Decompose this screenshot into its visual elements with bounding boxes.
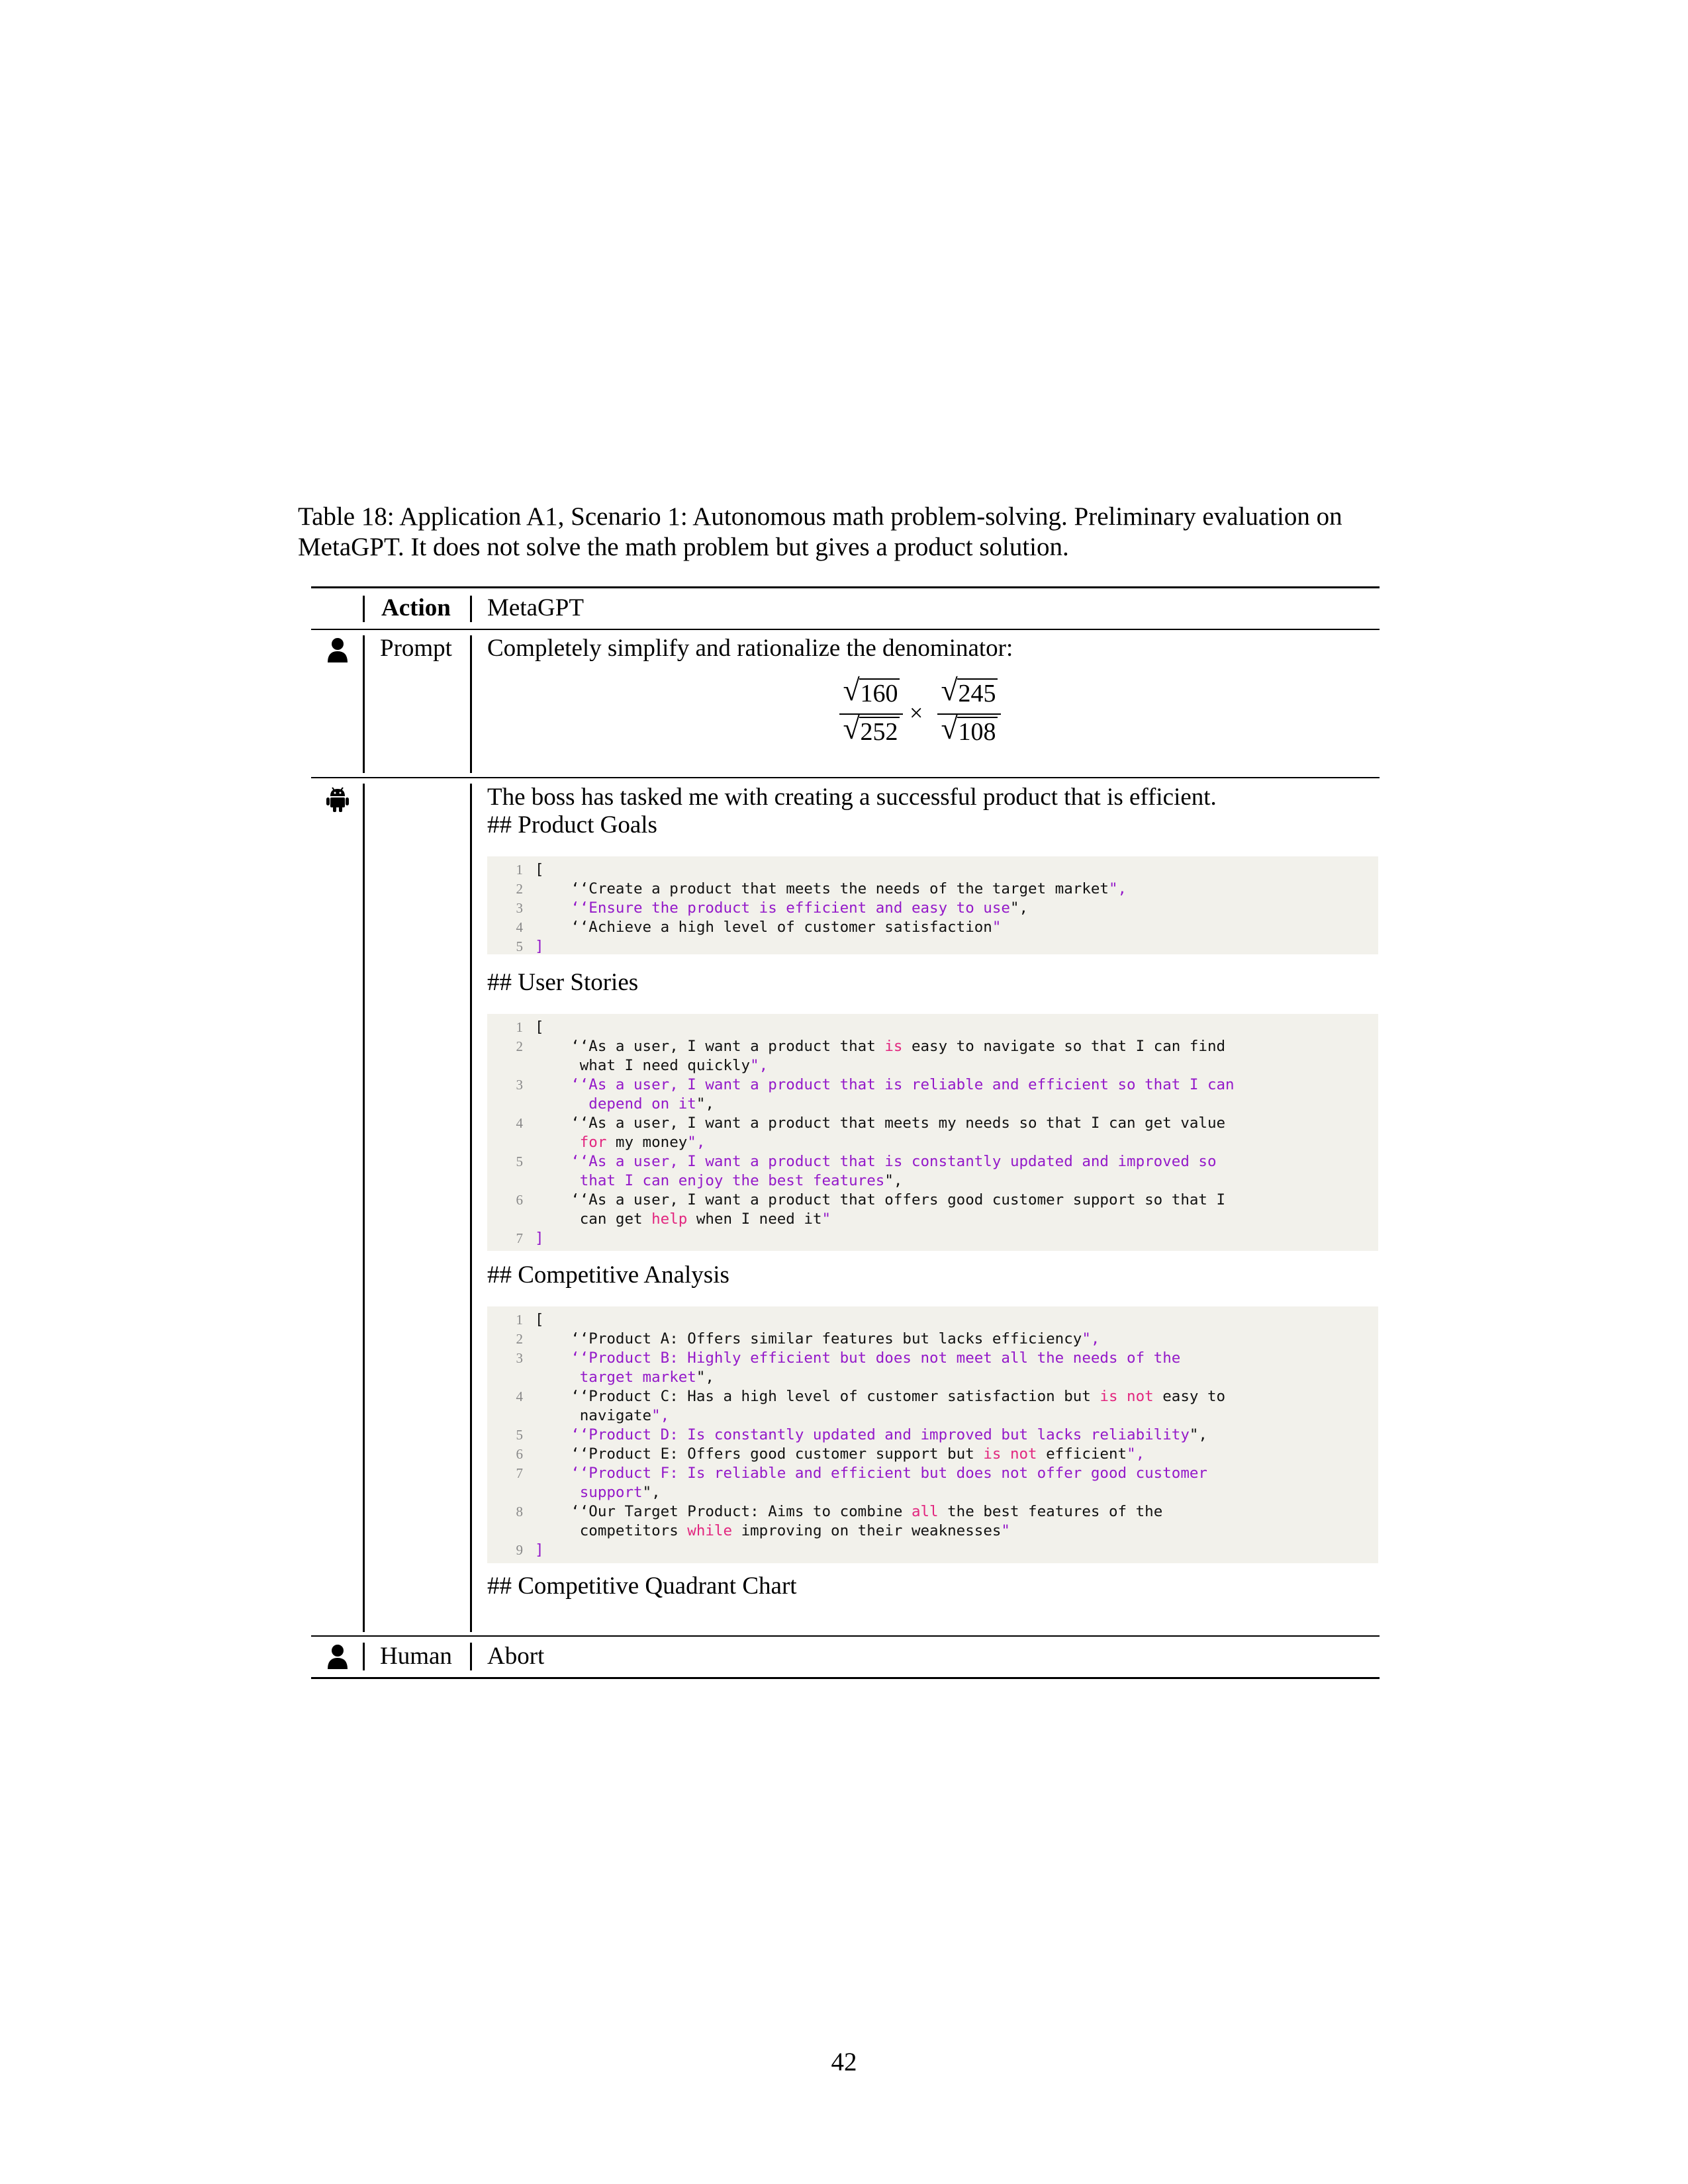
numerator-1: 160 xyxy=(860,680,898,707)
fraction-1: √ 160 √ 252 xyxy=(839,679,903,752)
code-token: ‘‘As a user, I want a product that meets my needs so that I can get value xyxy=(535,1115,1226,1132)
code-token: my money xyxy=(606,1134,688,1151)
human-text: Abort xyxy=(487,1643,545,1670)
code-token: ", xyxy=(750,1057,769,1074)
code-line xyxy=(487,880,1378,899)
line-number: 3 xyxy=(516,1350,523,1366)
code-token: what I need quickly xyxy=(535,1057,751,1074)
col-separator-2 xyxy=(470,596,472,622)
code-token: ‘‘Our Target Product: Aims to combine xyxy=(535,1503,912,1520)
code-text xyxy=(535,918,1372,937)
code-line xyxy=(487,1426,1378,1445)
code-text xyxy=(535,1133,1372,1152)
code-token: ", xyxy=(642,1484,661,1501)
line-number: 1 xyxy=(516,862,523,878)
prompt-bottom-rule xyxy=(311,777,1380,778)
code-token: the best features of the xyxy=(938,1503,1163,1520)
code-token: can get xyxy=(535,1210,652,1228)
line-number: 5 xyxy=(516,1154,523,1169)
code-token: is xyxy=(884,1038,903,1055)
code-line xyxy=(487,1387,1378,1406)
line-number: 2 xyxy=(516,881,523,897)
numerator-2: 245 xyxy=(958,680,996,707)
line-number: 6 xyxy=(516,1192,523,1208)
code-token: efficient xyxy=(1037,1445,1127,1463)
code-line xyxy=(487,1368,1378,1387)
code-line xyxy=(487,1541,1378,1560)
code-line xyxy=(487,1229,1378,1248)
line-number: 7 xyxy=(516,1230,523,1246)
code-line xyxy=(487,1445,1378,1464)
table-caption: Table 18: Application A1, Scenario 1: Autonomous math problem-solving. Preliminary evaluation on MetaGPT. It does not solve the math problem but gives a product solution. xyxy=(298,502,1342,561)
col-separator-2 xyxy=(470,635,472,773)
code-text xyxy=(535,1210,1372,1229)
col-separator-2 xyxy=(470,1643,472,1670)
code-token: ‘‘Create a product that meets the needs of the target market xyxy=(535,880,1109,897)
header-rule xyxy=(311,629,1380,630)
col-separator-1 xyxy=(363,784,365,1632)
line-number: 2 xyxy=(516,1331,523,1347)
col-separator-1 xyxy=(363,596,365,622)
code-text xyxy=(535,1502,1372,1522)
code-text xyxy=(535,1387,1372,1406)
code-token: ‘‘Product C: Has a high level of customer satisfaction but xyxy=(535,1388,1100,1405)
code-text xyxy=(535,1171,1372,1191)
code-line xyxy=(487,1522,1378,1541)
code-token: ", xyxy=(696,1095,714,1113)
col-separator-1 xyxy=(363,635,365,773)
code-line xyxy=(487,1464,1378,1483)
code-token: easy to xyxy=(1153,1388,1226,1405)
code-token: ", xyxy=(1108,880,1127,897)
code-text xyxy=(535,899,1372,918)
code-line xyxy=(487,1171,1378,1191)
code-token: support xyxy=(535,1484,643,1501)
line-number: 4 xyxy=(516,1388,523,1404)
code-text xyxy=(535,1229,1372,1248)
header-system: MetaGPT xyxy=(487,594,584,621)
code-text xyxy=(535,1368,1372,1387)
code-text xyxy=(535,1018,1372,1037)
col-separator-2 xyxy=(470,784,472,1632)
code-line xyxy=(487,1095,1378,1114)
code-token: competitors xyxy=(535,1522,688,1539)
code-token: is not xyxy=(1100,1388,1154,1405)
line-number: 8 xyxy=(516,1504,523,1520)
code-token: ", xyxy=(1189,1426,1207,1443)
code-text xyxy=(535,1541,1372,1560)
code-token: " xyxy=(992,919,1002,936)
code-line xyxy=(487,1483,1378,1502)
code-line xyxy=(487,1349,1378,1368)
code-line xyxy=(487,1133,1378,1152)
line-number: 7 xyxy=(516,1465,523,1481)
code-token: ", xyxy=(1009,899,1029,917)
code-token: ‘‘Product B: Highly efficient but does not meet all the needs of the xyxy=(535,1349,1181,1367)
header-action: Action xyxy=(381,594,451,621)
line-number: 5 xyxy=(516,1427,523,1443)
code-text xyxy=(535,1095,1372,1114)
section-competitive-quadrant-chart: ## Competitive Quadrant Chart xyxy=(487,1572,797,1600)
code-token: is not xyxy=(983,1445,1037,1463)
code-token: [ xyxy=(535,1311,544,1328)
code-text xyxy=(535,1406,1372,1426)
line-number: 3 xyxy=(516,1077,523,1093)
code-token: ‘‘As a user, I want a product that is constantly updated and improved so xyxy=(535,1153,1217,1170)
code-token: ", xyxy=(1127,1445,1145,1463)
code-token: [ xyxy=(535,1019,544,1036)
denominator-2: 108 xyxy=(958,718,996,746)
code-token: ", xyxy=(696,1369,714,1386)
code-token: ‘‘Ensure the product is efficient and easy to use xyxy=(535,899,1010,917)
code-block-user-stories xyxy=(487,1014,1378,1251)
line-number: 5 xyxy=(516,938,523,954)
code-line xyxy=(487,1310,1378,1330)
response-intro: The boss has tasked me with creating a successful product that is efficient. xyxy=(487,784,1217,811)
code-block-competitive-analysis xyxy=(487,1306,1378,1563)
code-text xyxy=(535,880,1372,899)
code-text xyxy=(535,1114,1372,1133)
code-token: ", xyxy=(1082,1330,1100,1347)
page-number: 42 xyxy=(831,2048,857,2076)
line-number: 1 xyxy=(516,1312,523,1328)
code-token: target market xyxy=(535,1369,696,1386)
code-token: easy to navigate so that I can find xyxy=(902,1038,1226,1055)
code-token: ", xyxy=(687,1134,706,1151)
code-text xyxy=(535,1483,1372,1502)
line-number: 4 xyxy=(516,919,523,935)
code-token: ] xyxy=(535,938,544,955)
prompt-action: Prompt xyxy=(380,635,452,662)
user-icon xyxy=(326,637,350,663)
code-line xyxy=(487,1210,1378,1229)
code-text xyxy=(535,1349,1372,1368)
code-token: ‘‘Product A: Offers similar features but lacks efficiency xyxy=(535,1330,1082,1347)
section-user-stories: ## User Stories xyxy=(487,969,639,996)
code-text xyxy=(535,1075,1372,1095)
denominator-1: 252 xyxy=(860,718,898,746)
bottom-rule xyxy=(311,1677,1380,1679)
math-expression xyxy=(839,673,1011,758)
line-number: 4 xyxy=(516,1115,523,1131)
code-token: ‘‘As a user, I want a product that offers good customer support so that I xyxy=(535,1191,1226,1208)
code-text xyxy=(535,1037,1372,1056)
code-text xyxy=(535,937,1372,956)
code-token: " xyxy=(821,1210,831,1228)
code-token xyxy=(535,1134,580,1151)
code-token: help xyxy=(651,1210,688,1228)
col-separator-1 xyxy=(363,1643,365,1670)
code-line xyxy=(487,1406,1378,1426)
code-token: navigate xyxy=(535,1407,652,1424)
code-token: ‘‘Product E: Offers good customer support but xyxy=(535,1445,984,1463)
code-token: ‘‘Achieve a high level of customer satisfaction xyxy=(535,919,992,936)
code-token: that I can enjoy the best features xyxy=(535,1172,885,1189)
code-line xyxy=(487,1191,1378,1210)
code-token: ‘‘As a user, I want a product that xyxy=(535,1038,885,1055)
code-line xyxy=(487,860,1378,880)
code-token: ", xyxy=(651,1407,670,1424)
line-number: 3 xyxy=(516,900,523,916)
code-token: [ xyxy=(535,861,544,878)
code-token: ‘‘Product F: Is reliable and efficient but does not offer good customer xyxy=(535,1465,1207,1482)
code-token: depend on it xyxy=(535,1095,696,1113)
code-text xyxy=(535,1152,1372,1171)
top-rule xyxy=(311,586,1380,588)
user-icon xyxy=(326,1643,350,1670)
code-line xyxy=(487,1075,1378,1095)
code-line xyxy=(487,899,1378,918)
code-line xyxy=(487,1502,1378,1522)
code-block-goals xyxy=(487,856,1378,954)
section-competitive-analysis: ## Competitive Analysis xyxy=(487,1261,729,1289)
code-text xyxy=(535,860,1372,880)
section-product-goals: ## Product Goals xyxy=(487,811,657,839)
code-line xyxy=(487,1056,1378,1075)
code-text xyxy=(535,1330,1372,1349)
code-text xyxy=(535,1056,1372,1075)
code-line xyxy=(487,1037,1378,1056)
line-number: 2 xyxy=(516,1038,523,1054)
code-line xyxy=(487,1114,1378,1133)
code-token: ", xyxy=(884,1172,903,1189)
code-text xyxy=(535,1310,1372,1330)
code-token: ‘‘Product D: Is constantly updated and improved but lacks reliability xyxy=(535,1426,1190,1443)
android-icon xyxy=(326,786,350,813)
code-token: ] xyxy=(535,1541,544,1559)
times-sign: × xyxy=(910,700,923,726)
code-token: improving on their weaknesses xyxy=(732,1522,1002,1539)
line-number: 1 xyxy=(516,1019,523,1035)
code-token: ] xyxy=(535,1230,544,1247)
code-text xyxy=(535,1522,1372,1541)
prompt-text: Completely simplify and rationalize the denominator: xyxy=(487,635,1013,662)
code-token: when I need it xyxy=(687,1210,822,1228)
code-text xyxy=(535,1191,1372,1210)
code-token: ‘‘As a user, I want a product that is reliable and efficient so that I can xyxy=(535,1076,1235,1093)
code-line xyxy=(487,937,1378,956)
code-text xyxy=(535,1464,1372,1483)
code-text xyxy=(535,1445,1372,1464)
code-token: all xyxy=(911,1503,939,1520)
fraction-2: √ 245 √ 108 xyxy=(937,679,1001,752)
response-bottom-rule xyxy=(311,1635,1380,1637)
code-token: " xyxy=(1001,1522,1010,1539)
code-line xyxy=(487,1152,1378,1171)
human-action: Human xyxy=(380,1643,452,1670)
code-text xyxy=(535,1426,1372,1445)
code-line xyxy=(487,918,1378,937)
line-number: 6 xyxy=(516,1446,523,1462)
conversation-table xyxy=(311,586,1380,1679)
code-token: while xyxy=(687,1522,733,1539)
code-token: for xyxy=(579,1134,607,1151)
line-number: 9 xyxy=(516,1542,523,1558)
code-line xyxy=(487,1018,1378,1037)
code-line xyxy=(487,1330,1378,1349)
